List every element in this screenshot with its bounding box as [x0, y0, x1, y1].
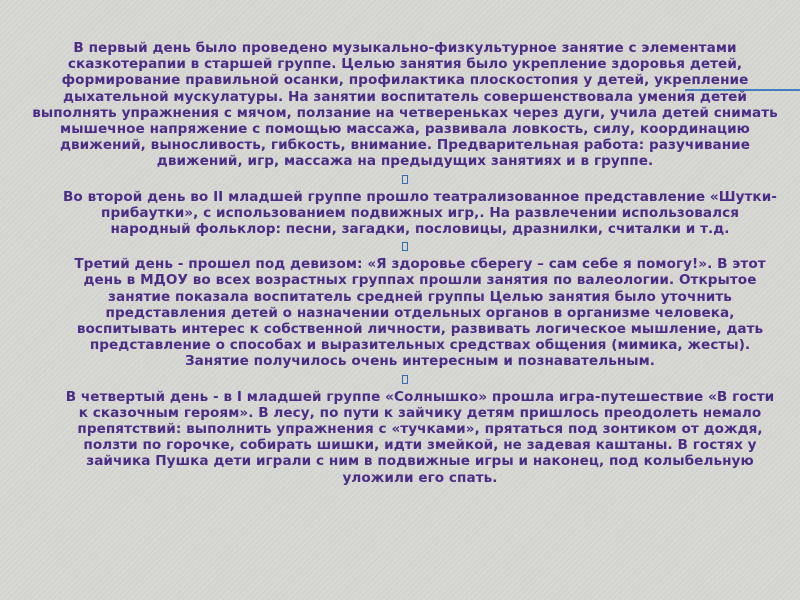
paragraph-day-1: В первый день было проведено музыкально-физкультурное занятие с элементами сказкотерапии в старшей группе. Целью занятия было укрепление здоровья детей, формирование правильной осанки, профилактика плоскостопия у детей, укрепление дыхательной мускулатуры. На занятии воспитатель совершенствовала умения детей выполнять упражнения с мячом, ползание на четвереньках через дуги, учила детей снимать мышечное напряжение с помощью массажа, развивала ловкость, силу, координацию движений, выносливость, гибкость, внимание. Предварительная работа: разучивание движений, игр, массажа на предыдущих занятиях и в группе.	[32, 40, 778, 170]
bullet-icon	[28, 174, 782, 186]
bullet-icon	[28, 374, 782, 386]
paragraph-day-4: В четвертый день - в I младшей группе «Солнышко» прошла игра-путешествие «В гости к сказочным героям». В лесу, по пути к зайчику детям пришлось преодолеть немало препятствий: выполнить упражнения с «тучками», прятаться под зонтиком от дождя, ползти по горочке, собирать шишки, идти змейкой, не задевая каштаны. В гостях у зайчика Пушка дети играли с ним в подвижные игры и наконец, под колыбельную уложили его спать.	[65, 388, 775, 486]
paragraph-day-3: Третий день - прошел под девизом: «Я здоровье сберегу – сам себе я помогу!». В этот день в МДОУ во всех возрастных группах прошли занятия по валеологии. Открытое занятие показала воспитатель средней группы Целью занятия было уточнить представления детей о назначении отдельных органов в организме человека, воспитывать интерес к собственной личности, развивать логическое мышление, дать представление о способах и выразительных средствах общения (мимика, жесты). Занятие получилось очень интересным и познавательным.	[74, 256, 766, 370]
slide-text-body	[28, 40, 782, 486]
paragraph-day-2: Во второй день во II младшей группе прошло театрализованное представление «Шутки-прибаутки», с использованием подвижных игр,. На развлечении использовался народный фольклор: песни, загадки, пословицы, дразнилки, считалки и т.д.	[63, 188, 777, 238]
bullet-icon	[28, 241, 782, 253]
